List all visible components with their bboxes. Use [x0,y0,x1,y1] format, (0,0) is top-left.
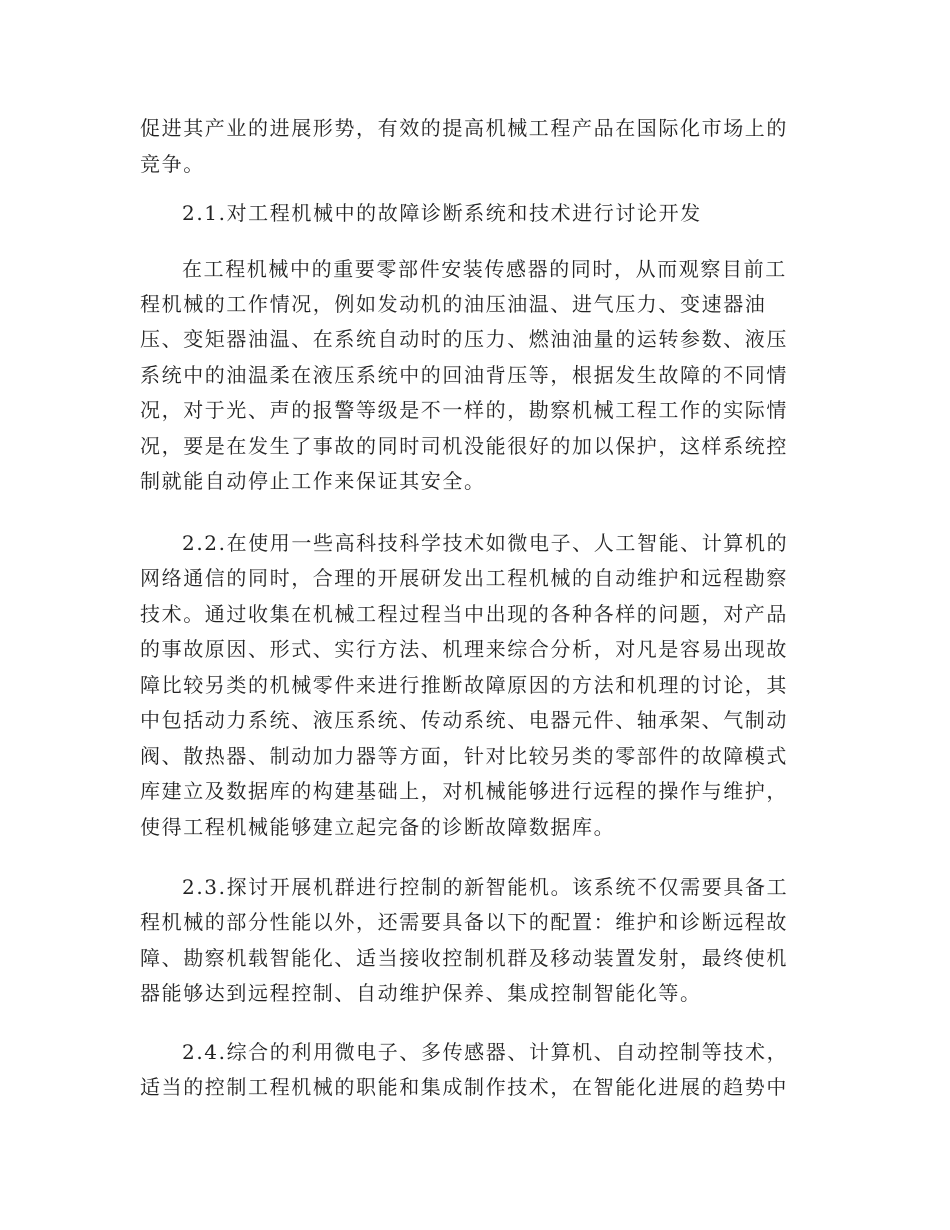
text-line: 适当的控制工程机械的职能和集成制作技术，在智能化进展的趋势中 [140,1075,788,1099]
text-line: 制就能自动停止工作来保证其安全。 [140,469,486,493]
text-line: 技术。通过收集在机械工程过程当中出现的各种各样的问题，对产品 [140,602,788,626]
text-line: 况，对于光、声的报警等级是不一样的，勘察机械工程工作的实际情 [140,398,788,422]
text-line: 2.4.综合的利用微电子、多传感器、计算机、自动控制等技术， [182,1040,789,1064]
text-line: 在工程机械中的重要零部件安装传感器的同时，从而观察目前工 [182,257,787,281]
text-line: 障比较另类的机械零件来进行推断故障原因的方法和机理的讨论，其 [140,673,788,697]
text-line: 阀、散热器、制动加力器等方面，针对比较另类的零部件的故障模式 [140,744,788,768]
text-line: 的事故原因、形式、实行方法、机理来综合分析，对凡是容易出现故 [140,637,788,661]
text-line: 障、勘察机载智能化、适当接收控制机群及移动装置发射，最终使机 [140,946,788,970]
text-line: 网络通信的同时，合理的开展研发出工程机械的自动维护和远程勘察 [140,566,788,590]
text-line: 程机械的工作情况，例如发动机的油压油温、进气压力、变速器油 [140,292,767,316]
text-line: 压、变矩器油温、在系统自动时的压力、燃油油量的运转参数、液压 [140,327,788,351]
text-line: 程机械的部分性能以外，还需要具备以下的配置：维护和诊断远程故 [140,910,788,934]
text-line: 竞争。 [140,152,205,176]
text-line: 2.3.探讨开展机群进行控制的新智能机。该系统不仅需要具备工 [182,875,789,899]
text-line: 促进其产业的进展形势，有效的提高机械工程产品在国际化市场上的 [140,116,788,140]
text-line: 器能够达到远程控制、自动维护保养、集成控制智能化等。 [140,981,702,1005]
text-line: 中包括动力系统、液压系统、传动系统、电器元件、轴承架、气制动 [140,708,788,732]
heading-text: 2.1.对工程机械中的故障诊断系统和技术进行讨论开发 [182,201,702,225]
text-line: 库建立及数据库的构建基础上，对机械能够进行远程的操作与维护， [140,779,788,803]
text-line: 况，要是在发生了事故的同时司机没能很好的加以保护，这样系统控 [140,434,788,458]
text-line: 系统中的油温柔在液压系统中的回油背压等，根据发生故障的不同情 [140,363,788,387]
text-line: 2.2.在使用一些高科技科学技术如微电子、人工智能、计算机的 [182,531,789,555]
text-line: 使得工程机械能够建立起完备的诊断故障数据库。 [140,815,616,839]
